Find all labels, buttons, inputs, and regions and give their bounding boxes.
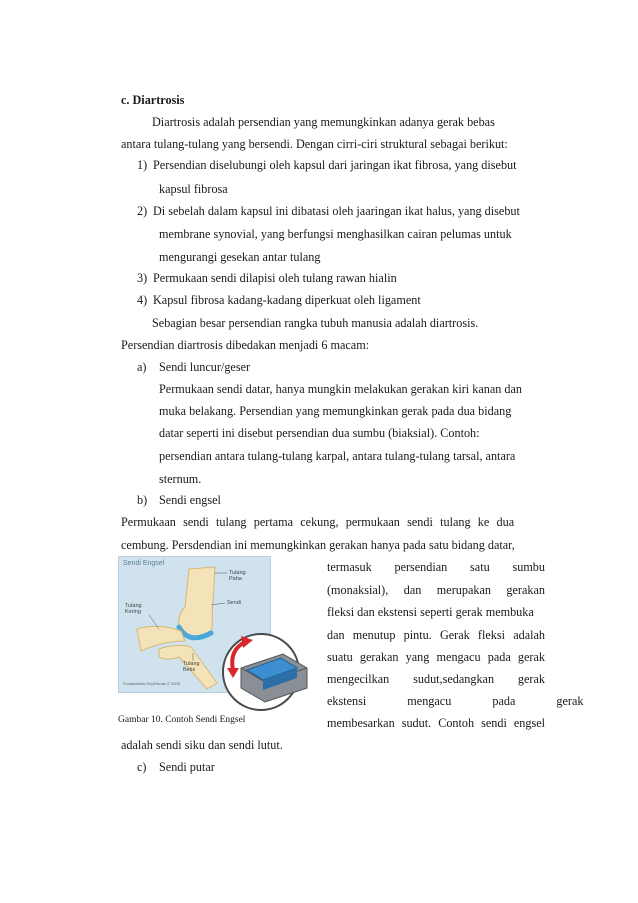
hinge-line-1	[121, 514, 545, 530]
type-desc-line: muka belakang. Persendian yang memungkinkan gerak pada dua bidang	[159, 404, 512, 418]
type-desc-line: sternum.	[159, 472, 202, 486]
feature-line: kapsul fibrosa	[159, 182, 228, 196]
hinge-side-line: fleksi dan ekstensi seperti gerak membuka	[327, 605, 534, 619]
label-sendi: Sendi	[227, 600, 242, 606]
intro-line-2: antara tulang-tulang yang bersendi. Dengan cirri-ciri struktural sebagai berikut:	[121, 137, 508, 151]
type-title: Sendi luncur/geser	[159, 360, 251, 374]
hinge-text: Permukaan sendi tulang pertama cekung, permukaan sendi tulang ke dua	[121, 515, 515, 529]
hinge-side-line: membesarkan sudut. Contoh sendi engsel	[327, 716, 545, 730]
types-intro: Persendian diartrosis dibedakan menjadi 6 macam:	[121, 338, 370, 352]
hinge-side-line: suatu gerakan yang mengacu pada gerak	[327, 650, 545, 664]
feature-number: 1)	[137, 158, 148, 172]
type-label: b)	[137, 493, 148, 507]
label-tulang-betis: Tulang Betis	[183, 661, 200, 673]
section-heading: c. Diartrosis	[121, 93, 185, 107]
hinge-line-2: cembung. Persdendian ini memungkinkan gerakan hanya pada satu bidang datar,	[121, 538, 515, 552]
intro-line-1: Diartrosis adalah persendian yang memungkinkan adanya gerak bebas	[152, 115, 495, 129]
hinge-side-line: termasuk persendian satu sumbu	[327, 560, 545, 574]
hinge-last-line: adalah sendi siku dan sendi lutut.	[121, 738, 283, 752]
hinge-side-line: dan menutup pintu. Gerak fleksi adalah	[327, 628, 545, 642]
feature-number: 4)	[137, 293, 148, 307]
type-desc-line: persendian antara tulang-tulang karpal, antara tulang-tulang tarsal, antara	[159, 449, 516, 463]
type-label: c)	[137, 760, 147, 774]
type-desc-line: Permukaan sendi datar, hanya mungkin melakukan gerakan kiri kanan dan	[159, 382, 522, 396]
feature-line: Persendian diselubungi oleh kapsul dari jaringan ikat fibrosa, yang disebut	[153, 158, 517, 172]
hinge-side-line: ekstensi mengacu pada gerak	[327, 694, 584, 708]
feature-number: 3)	[137, 271, 148, 285]
type-title: Sendi engsel	[159, 493, 221, 507]
type-label: a)	[137, 360, 147, 374]
hinge-joint-figure	[118, 556, 317, 712]
figure-caption: Gambar 10. Contoh Sendi Engsel	[118, 715, 246, 725]
label-tulang-paha: Tulang Paha	[229, 570, 246, 582]
label-tulang-kering: Tulang Kering	[125, 603, 142, 615]
hinge-side-line: mengecilkan sudut,sedangkan gerak	[327, 672, 545, 686]
figure-title: Sendi Engsel	[123, 560, 165, 567]
summary-line: Sebagian besar persendian rangka tubuh manusia adalah diartrosis.	[152, 316, 479, 330]
type-title: Sendi putar	[159, 760, 215, 774]
feature-line: Permukaan sendi dilapisi oleh tulang rawan hialin	[153, 271, 397, 285]
figure-credit: Pustaka/foto DepDiknas © 2005	[123, 681, 180, 686]
feature-line: mengurangi gesekan antar tulang	[159, 250, 321, 264]
type-desc-line: datar seperti ini disebut persendian dua sumbu (biaksial). Contoh:	[159, 426, 480, 440]
feature-line: Di sebelah dalam kapsul ini dibatasi oleh jaaringan ikat halus, yang disebut	[153, 204, 520, 218]
feature-line: membrane synovial, yang berfungsi menghasilkan cairan pelumas untuk	[159, 227, 512, 241]
feature-line: Kapsul fibrosa kadang-kadang diperkuat oleh ligament	[153, 293, 421, 307]
feature-number: 2)	[137, 204, 148, 218]
hinge-model-icon	[211, 628, 317, 712]
hinge-side-line: (monaksial), dan merupakan gerakan	[327, 583, 545, 597]
